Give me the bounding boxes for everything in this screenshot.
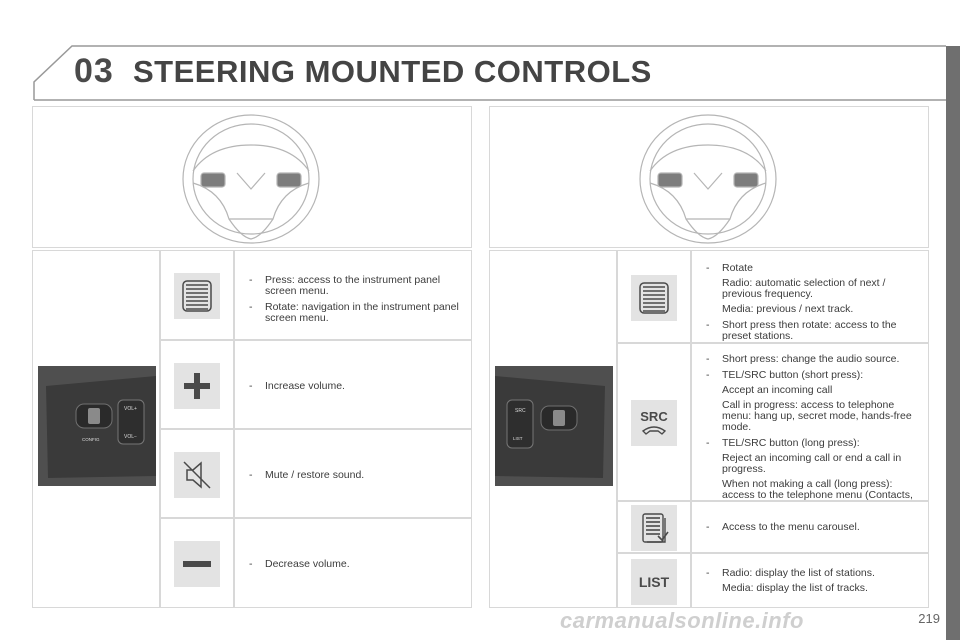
description-item	[243, 275, 461, 297]
chapter-number: 03	[74, 52, 114, 90]
menu-carousel-icon	[631, 505, 677, 551]
steering-wheel-image-right	[489, 106, 929, 248]
bullet-dash: -	[706, 437, 710, 449]
description-item	[700, 522, 918, 533]
item-text: Increase volume.	[265, 380, 345, 392]
item-subtext: Media: display the list of tracks.	[722, 582, 868, 594]
chapter-tab	[946, 46, 960, 640]
item-subtext: Call in progress: access to telephone menu: hang up, secret mode, hands-free mode.	[722, 399, 912, 433]
description-item	[700, 320, 918, 342]
right_controls-description-3	[691, 553, 929, 608]
right_controls-icon-cell-3	[617, 553, 691, 608]
steering-wheel-icon	[33, 107, 471, 247]
description-item	[243, 302, 461, 324]
watermark: carmanualsonline.info	[560, 608, 804, 633]
left_controls-icon-cell-1	[160, 340, 234, 429]
right-stalk-photo-cell	[489, 250, 617, 608]
svg-text:SRC: SRC	[640, 409, 668, 424]
list-stalk-label: LIST	[513, 436, 523, 441]
bullet-dash: -	[706, 567, 710, 579]
left-stalk-photo	[38, 366, 156, 486]
description-item	[243, 559, 461, 570]
mute-icon	[174, 452, 220, 498]
left_controls-description-1	[234, 340, 472, 429]
item-text: Short press: change the audio source.	[722, 353, 900, 365]
src-icon	[631, 400, 677, 446]
left_controls-icon-cell-2	[160, 429, 234, 518]
item-text: Mute / restore sound.	[265, 469, 365, 481]
description-item	[243, 470, 461, 481]
description-item	[700, 370, 918, 433]
plus-icon	[174, 363, 220, 409]
item-text: TEL/SRC button (long press):	[722, 437, 860, 449]
item-subtext: Accept an incoming call	[722, 384, 833, 396]
item-text: Short press then rotate: access to the preset stations.	[722, 319, 897, 342]
description-item	[700, 568, 918, 594]
bullet-dash: -	[706, 369, 710, 381]
item-subtext: Media: previous / next track.	[722, 303, 854, 315]
list-icon	[631, 559, 677, 605]
bullet-dash: -	[249, 380, 253, 392]
steering-wheel-icon	[490, 107, 928, 247]
bullet-dash: -	[706, 521, 710, 533]
item-text: Radio: display the list of stations.	[722, 567, 875, 579]
bullet-dash: -	[706, 262, 710, 274]
right_controls-icon-cell-1	[617, 343, 691, 501]
left_controls-description-3	[234, 518, 472, 608]
minus-icon	[174, 541, 220, 587]
item-text: Decrease volume.	[265, 558, 350, 570]
vol-down-label: VOL−	[124, 434, 137, 440]
right_controls-description-1	[691, 343, 929, 501]
left_controls-description-0	[234, 250, 472, 340]
description-item	[700, 263, 918, 315]
bullet-dash: -	[249, 558, 253, 570]
left_controls-description-2	[234, 429, 472, 518]
right_controls-description-2	[691, 501, 929, 553]
item-text: Rotate: navigation in the instrument panel screen menu.	[265, 301, 459, 324]
right_controls-description-0	[691, 250, 929, 343]
vol-up-label: VOL+	[124, 406, 137, 412]
item-subtext: Radio: automatic selection of next / previous frequency.	[722, 277, 886, 300]
item-text: Access to the menu carousel.	[722, 521, 860, 533]
left-stalk-photo-cell	[32, 250, 160, 608]
item-subtext: Reject an incoming call or end a call in progress.	[722, 452, 902, 475]
right-stalk-photo	[495, 366, 613, 486]
item-subtext: When not making a call (long press): access to the telephone menu (Contacts,	[722, 478, 913, 501]
item-text: Rotate	[722, 262, 753, 274]
page-title: STEERING MOUNTED CONTROLS	[133, 54, 652, 89]
bullet-dash: -	[706, 319, 710, 331]
left_controls-icon-cell-0	[160, 250, 234, 340]
thumbwheel-icon	[174, 273, 220, 319]
config-label: CONFIG	[82, 437, 100, 442]
left_controls-icon-cell-3	[160, 518, 234, 608]
description-item	[700, 354, 918, 365]
bullet-dash: -	[249, 469, 253, 481]
steering-wheel-image-left	[32, 106, 472, 248]
item-text: Press: access to the instrument panel screen menu.	[265, 274, 441, 297]
src-stalk-label: SRC	[515, 408, 526, 414]
right_controls-icon-cell-2	[617, 501, 691, 553]
item-text: TEL/SRC button (short press):	[722, 369, 864, 381]
bullet-dash: -	[249, 274, 253, 286]
bullet-dash: -	[249, 301, 253, 313]
svg-text:LIST: LIST	[638, 573, 670, 590]
page-number: 219	[918, 611, 940, 626]
description-item	[243, 381, 461, 392]
bullet-dash: -	[706, 353, 710, 365]
thumbwheel-icon	[631, 275, 677, 321]
right_controls-icon-cell-0	[617, 250, 691, 343]
